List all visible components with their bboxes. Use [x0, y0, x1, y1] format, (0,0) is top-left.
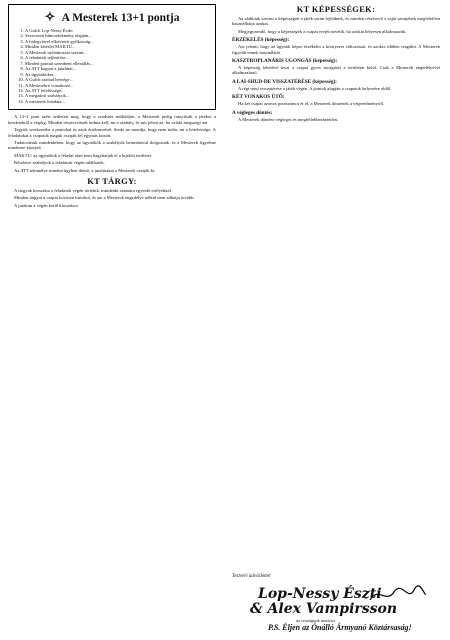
right-subsections — [232, 37, 440, 122]
left-column — [8, 4, 216, 210]
rule-item: 11. A Mesterekre vonatkozó... — [25, 83, 210, 88]
closing-slogan: P.S. Éljen az Ónálló Ármyanó Köztársaság! — [268, 623, 412, 632]
left-paragraph: Tegyük szerkezetbe a pontokat és azok értelmezését. Senki ne mondja, hogy nem tudta, mi a kötelessége. A feladatokat a csapatok maguk osztják fel egymás között. — [8, 127, 216, 138]
subsection-title: A LAI-SHUD-DE VISSZATÉRÉSE (képesség): — [232, 78, 337, 85]
right-body — [232, 16, 440, 34]
rule-item: 7. Minden ponttal szembeni ellenállás... — [25, 61, 210, 66]
left-paragraph: Tudatosítsuk mindenkiben, hogy az ügynökök a szabályok betartásával dolgoznak, és a Mesterek figyelme mindenre kiterjed. — [8, 139, 216, 151]
targy-paragraph: A jutalom a végén kerül kiosztásra. — [14, 202, 79, 208]
rule-item: 1. A Gulch Lop-Nessy Évún — [25, 28, 210, 33]
signed-label: Testvéri üdvözlettel — [232, 574, 271, 579]
subsection-text: Ha két csapat azonos pontszámot ér el, a Mesterek döntenek a végeredményről. — [238, 101, 385, 107]
rule-item: 9. Az ügynököket... — [25, 72, 210, 77]
rule-item: 13. A megadott szabályok... — [25, 93, 210, 98]
targy-body — [8, 188, 216, 208]
left-paragraph: Részletes szabályok a feladatok végén találhatók. — [14, 160, 105, 166]
kepesseg-heading: KT KÉPESSÉGEK: — [296, 4, 376, 14]
rule-item: 10. A Gulch szabad hétvége... — [25, 77, 210, 82]
subsection-text: A képesség lehetővé teszi a csapat gyors mozgását a területen belül. Csak a Mesterek engedélyével alkalmazható. — [232, 65, 440, 76]
rule-item: 6. A feladatok teljesítése... — [25, 55, 210, 60]
left-paragraph: A 13+1 pont azért született meg, hogy a rendszer működjön, a Mesterek pedig irányítsák a játékot a kezdetektől a végéig. Minden résztvevőnek tudnia kell, mi a szabály, és mit jelent az, ha valaki megszegi azt. — [8, 114, 216, 125]
rule-item: 8. Az ATT kapjon a jutalmat... — [25, 66, 210, 71]
rules-box — [8, 4, 216, 110]
subsection-title: KASZTROPLANÁRIS UGONGÁS (képesség): — [232, 58, 338, 65]
document-title — [14, 9, 210, 25]
targy-paragraph: A tárgyak kiosztása a feladatok végén történik, mindenki számára egyenlő esélyekkel. — [14, 188, 173, 193]
targy-paragraph: Minden tárgyat a csapat közösen birtokol, és azt a Mesterek engedélye nélkül nem adhatja tovább. — [14, 195, 195, 201]
rule-item: 2. Szervezett bűncselekmény alapján... — [25, 33, 210, 38]
rule-item: 3. A hidegvérrel elkövetett gyilkosság... — [25, 39, 210, 44]
subsection-text: A Mesterek döntése végleges és megfellebbezhetetlen. — [238, 116, 339, 122]
subsection-title: ÉRZÉKELÉS (képesség): — [232, 37, 290, 44]
subsection-text: Azt jelenti, hogy az ügynök képes érzékelni a környezet változásait, és azokra időben reagálni. A Mesterek figyelik ennek használatát. — [232, 44, 440, 55]
signature-name-1: Lop-Nessy Észti — [258, 586, 382, 602]
star-icon: ✧ — [44, 9, 56, 24]
signature-connector: & — [250, 601, 263, 617]
signature-name-2-text: Alex Vampirsson — [267, 601, 398, 617]
rule-item: 4. Minden kísérlet MAKTU... — [25, 44, 210, 49]
signature-block — [228, 574, 442, 634]
handwritten-signature-icon — [368, 584, 428, 606]
left-paragraph: MAKTU: az ügynökök a feladat alatt nem hagyhatják el a kijelölt területet. — [14, 152, 153, 158]
left-paragraph: Az ATT tekintélye minden ügyben döntő, a jutalmakat a Mesterek osztják ki. — [14, 167, 156, 173]
subsection-title: A végleges döntés: — [232, 109, 273, 116]
left-body — [8, 114, 216, 173]
rules-list — [14, 28, 210, 104]
targy-heading: KT TÁRGY: — [87, 176, 137, 186]
rule-item: 5. A Mesterek nyilatkozata szerint... — [25, 50, 210, 55]
subsection-text: A régi rend visszatérése a játék végén. A pontok alapján a csapatok helyezése eldől. — [238, 85, 392, 91]
right-paragraph: Megjegyzendő, hogy a képességek a csapat erejét növelik, ha azokat helyesen alkalmazzák. — [238, 28, 407, 34]
rule-item: 12. Az ATT felelőssége... — [25, 88, 210, 93]
right-column — [232, 4, 440, 124]
right-paragraph: Az alábbiak szerint a képességek a játék során fejlődnek, és minden résztvevő a saját szintjének megfelelően használhatja azokat. — [232, 16, 440, 27]
signature-subtitle: az országunk tanácsa — [296, 618, 335, 623]
title-text: A Mesterek 13+1 pontja — [61, 12, 180, 24]
subsection-title: KÉT VONAKOS ÜTŐ: — [232, 94, 285, 101]
rule-item: 14. A mesterek feladata... — [25, 99, 210, 104]
